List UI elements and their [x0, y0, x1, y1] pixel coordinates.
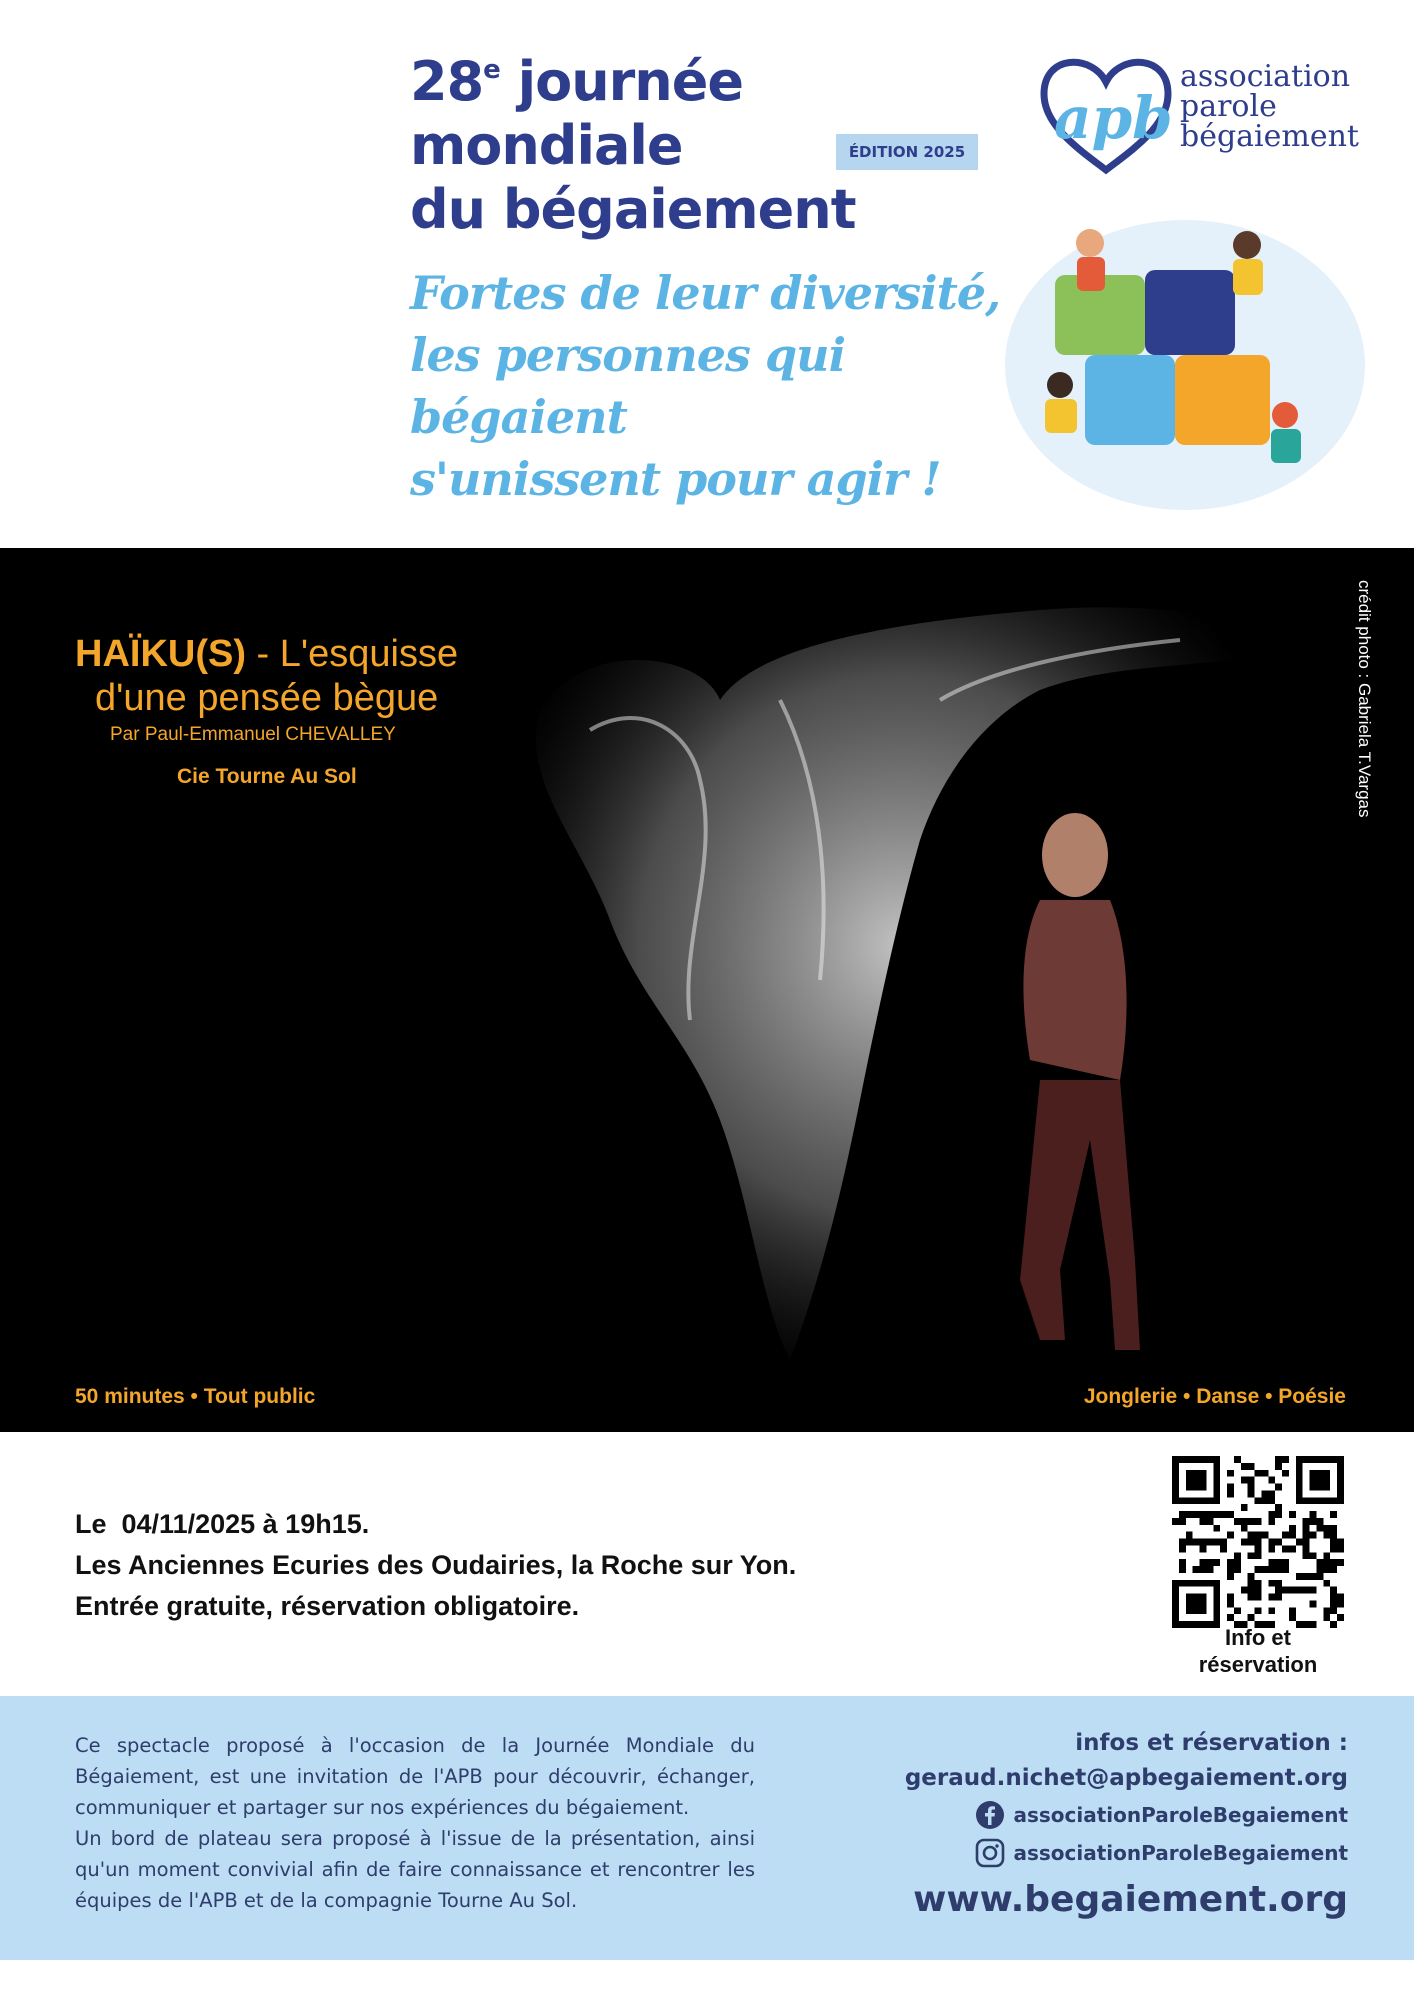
- show-title: HAÏKU(S) - L'esquisse d'une pensée bègue: [75, 633, 459, 719]
- facebook-link[interactable]: [905, 1796, 1348, 1834]
- facebook-handle: associationParoleBegaiement: [1013, 1803, 1348, 1827]
- organization-name: association parole bégaiement: [1180, 59, 1359, 154]
- qr-code-icon[interactable]: [1172, 1456, 1344, 1628]
- puzzle-illustration: [985, 215, 1370, 525]
- event-date: Le 04/11/2025 à 19h15.: [75, 1509, 370, 1539]
- footer-description: Ce spectacle proposé à l'occasion de la Journée Mondiale du Bégaiement, est une invitation de l'APB pour découvrir, échanger, communiquer et partager sur nos expériences du bégaiement. Un bord de plateau sera proposé à l'issue de la présentation, ainsi qu'un moment convivial afin de faire connaissance et rencontrer les équipes de l'APB et de la compagnie Tourne Au Sol.: [75, 1734, 755, 1912]
- website-link[interactable]: www.begaiement.org: [913, 1879, 1348, 1920]
- event-title: 28e journée mondiale du bégaiement: [410, 50, 856, 241]
- photo-credit: crédit photo : Gabriela T.Vargas: [1355, 580, 1374, 818]
- apb-logo: [1036, 46, 1176, 176]
- instagram-handle: associationParoleBegaiement: [1013, 1841, 1348, 1865]
- event-details: [75, 1504, 796, 1627]
- contact-heading: infos et réservation :: [1075, 1730, 1348, 1756]
- instagram-link[interactable]: [905, 1834, 1348, 1872]
- duration-audience: 50 minutes • Tout public: [75, 1385, 316, 1408]
- contact-email-link[interactable]: geraud.nichet@apbegaiement.org: [904, 1765, 1348, 1791]
- edition-badge: ÉDITION 2025: [836, 134, 978, 170]
- qr-label: Info et réservation: [1198, 1625, 1318, 1677]
- contact-block: [905, 1726, 1348, 1926]
- instagram-icon: [975, 1838, 1005, 1868]
- dancer-photo: [520, 580, 1350, 1420]
- disciplines: Jonglerie • Danse • Poésie: [1083, 1385, 1346, 1408]
- slogan: Fortes de leur diversité, les personnes qui bégaient s'unissent pour agir !: [410, 266, 1001, 506]
- logo-letters: apb: [1054, 84, 1173, 152]
- facebook-icon: [975, 1800, 1005, 1830]
- show-company: Cie Tourne Au Sol: [177, 765, 357, 788]
- show-author: Par Paul-Emmanuel CHEVALLEY: [110, 724, 396, 745]
- event-venue: Les Anciennes Ecuries des Oudairies, la Roche sur Yon.: [75, 1550, 797, 1580]
- event-entry: Entrée gratuite, réservation obligatoire.: [75, 1591, 580, 1621]
